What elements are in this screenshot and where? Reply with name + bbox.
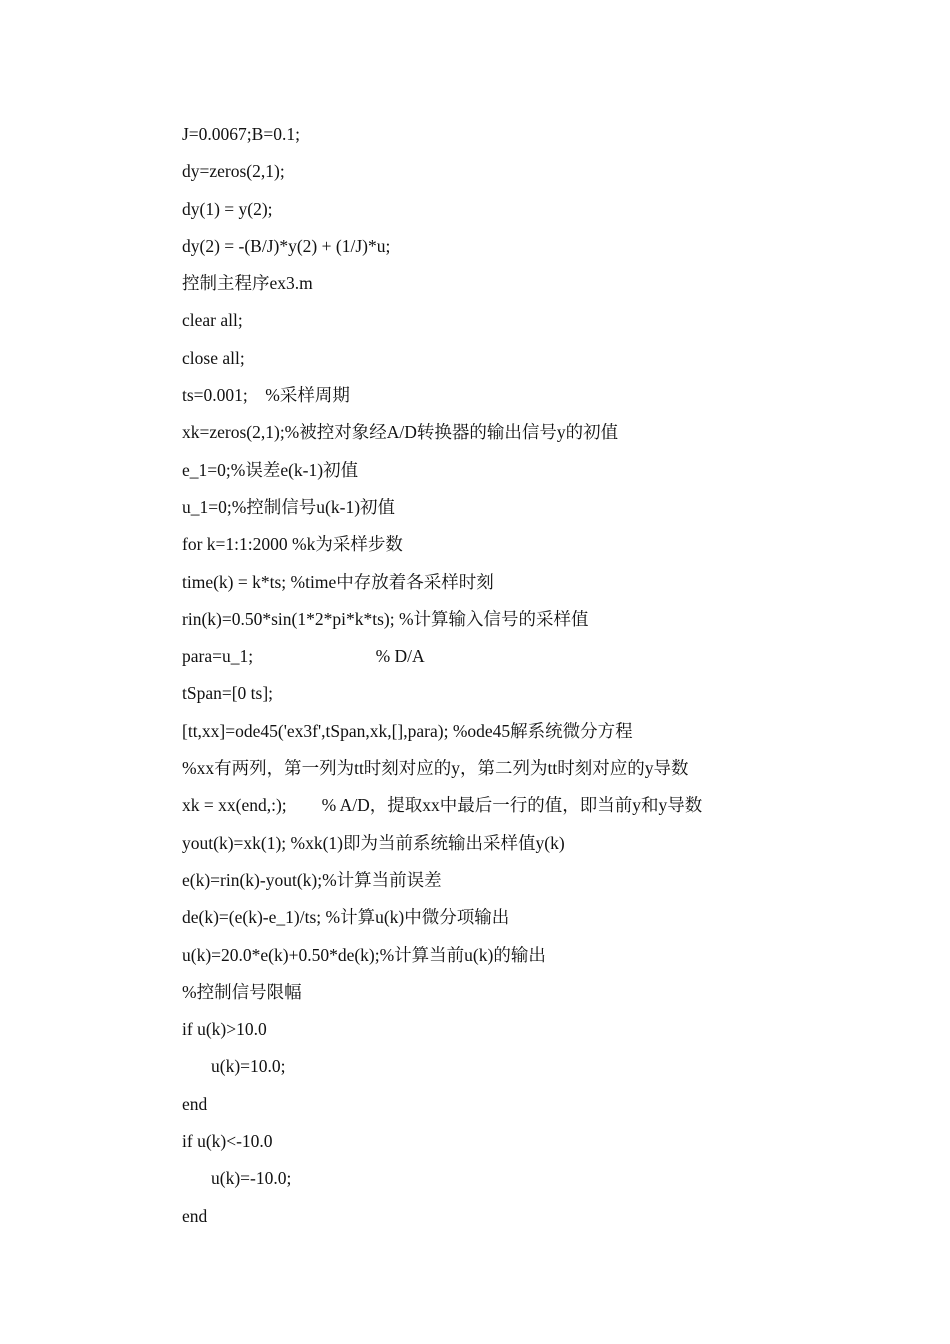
code-line: e_1=0;%误差e(k-1)初值 <box>182 459 359 480</box>
code-line-indented: u(k)=-10.0; <box>211 1168 292 1189</box>
code-line: u_1=0;%控制信号u(k-1)初值 <box>182 496 396 517</box>
code-line: xk = xx(end,:); % A/D，提取xx中最后一行的值，即当前y和y导数 <box>182 795 703 816</box>
code-line: ts=0.001; %采样周期 <box>182 385 350 406</box>
code-line: de(k)=(e(k)-e_1)/ts; %计算u(k)中微分项输出 <box>182 907 510 928</box>
code-line: dy=zeros(2,1); <box>182 161 285 182</box>
code-line: %xx有两列，第一列为tt时刻对应的y，第二列为tt时刻对应的y导数 <box>182 758 689 779</box>
code-line: close all; <box>182 347 245 368</box>
code-line: %控制信号限幅 <box>182 981 302 1002</box>
code-line: end <box>182 1205 208 1226</box>
code-line: for k=1:1:2000 %k为采样步数 <box>182 534 403 555</box>
code-line: u(k)=20.0*e(k)+0.50*de(k);%计算当前u(k)的输出 <box>182 944 546 965</box>
code-heading: 控制主程序ex3.m <box>182 273 313 294</box>
code-line: dy(2) = -(B/J)*y(2) + (1/J)*u; <box>182 235 391 256</box>
code-line: end <box>182 1093 208 1114</box>
code-line: rin(k)=0.50*sin(1*2*pi*k*ts); %计算输入信号的采样值 <box>182 608 589 629</box>
code-line: para=u_1; % D/A <box>182 646 425 667</box>
code-line: xk=zeros(2,1);%被控对象经A/D转换器的输出信号y的初值 <box>182 422 619 443</box>
code-line: time(k) = k*ts; %time中存放着各采样时刻 <box>182 571 494 592</box>
code-line: tSpan=[0 ts]; <box>182 683 274 704</box>
code-line: clear all; <box>182 310 243 331</box>
code-line: [tt,xx]=ode45('ex3f',tSpan,xk,[],para); %ode45解系统微分方程 <box>182 720 633 741</box>
code-listing <box>182 119 922 1238</box>
code-line: e(k)=rin(k)-yout(k);%计算当前误差 <box>182 869 442 890</box>
code-line: dy(1) = y(2); <box>182 198 273 219</box>
code-line: yout(k)=xk(1); %xk(1)即为当前系统输出采样值y(k) <box>182 832 565 853</box>
code-line: if u(k)<-10.0 <box>182 1131 273 1152</box>
code-line-indented: u(k)=10.0; <box>211 1056 286 1077</box>
code-line: J=0.0067;B=0.1; <box>182 124 300 144</box>
code-line: if u(k)>10.0 <box>182 1019 267 1040</box>
